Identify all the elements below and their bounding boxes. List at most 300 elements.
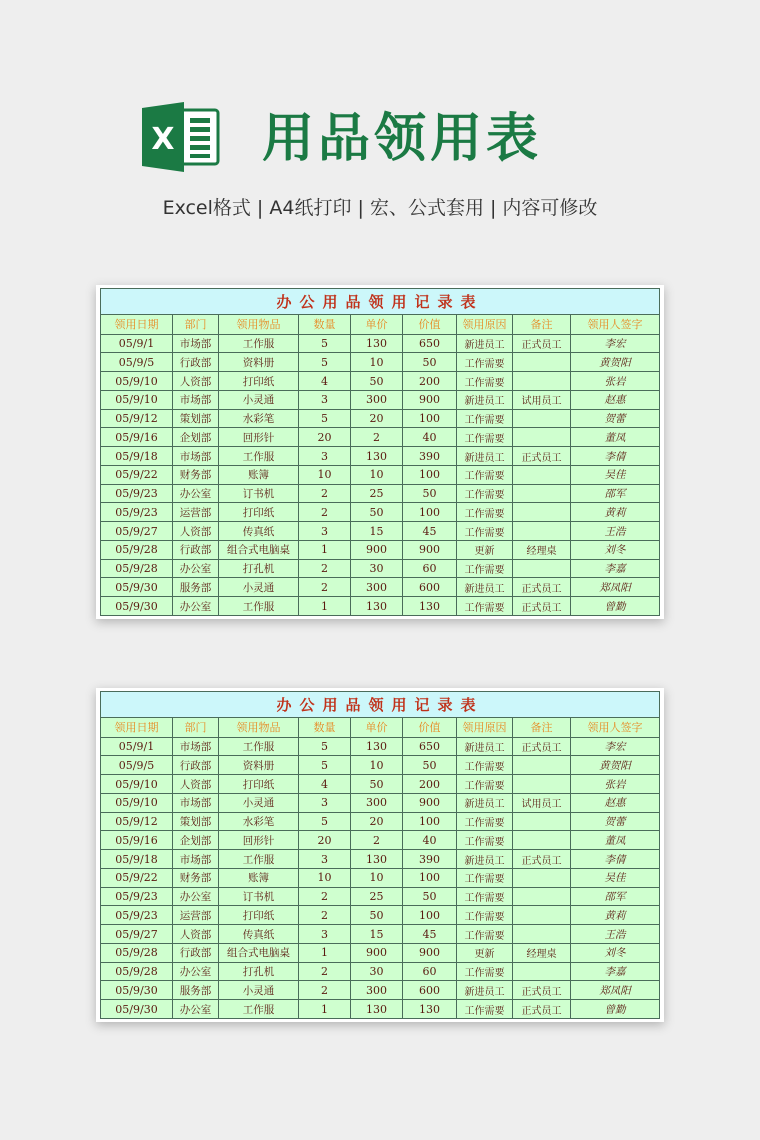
table-row	[101, 540, 660, 559]
table-row	[101, 737, 660, 756]
table-cell-note	[513, 906, 571, 925]
table-cell-signer: 黄贺阳	[571, 353, 660, 372]
table-cell-qty: 5	[299, 812, 351, 831]
table-cell-date: 05/9/28	[101, 962, 173, 981]
table-row	[101, 887, 660, 906]
column-header: 部门	[173, 717, 219, 737]
table-row	[101, 522, 660, 541]
table-row	[101, 390, 660, 409]
table-cell-price: 15	[351, 522, 403, 541]
table-cell-note	[513, 868, 571, 887]
table-row	[101, 1000, 660, 1019]
table-cell-signer: 邵军	[571, 484, 660, 503]
table-cell-dept: 企划部	[173, 428, 219, 447]
table-cell-dept: 办公室	[173, 484, 219, 503]
table-cell-reason: 工作需要	[457, 812, 513, 831]
column-header: 价值	[403, 717, 457, 737]
column-header: 领用原因	[457, 314, 513, 334]
table-cell-qty: 1	[299, 1000, 351, 1019]
table-cell-item: 组合式电脑桌	[219, 943, 299, 962]
table-cell-reason: 工作需要	[457, 868, 513, 887]
table-cell-item: 水彩笔	[219, 409, 299, 428]
column-header: 单价	[351, 314, 403, 334]
table-cell-item: 小灵通	[219, 793, 299, 812]
table-cell-value: 100	[403, 465, 457, 484]
table-cell-qty: 2	[299, 887, 351, 906]
table-cell-dept: 人资部	[173, 522, 219, 541]
table-row	[101, 484, 660, 503]
table-cell-item: 小灵通	[219, 578, 299, 597]
table-cell-signer: 张岩	[571, 372, 660, 391]
column-header: 数量	[299, 314, 351, 334]
table-cell-date: 05/9/22	[101, 465, 173, 484]
table-cell-dept: 办公室	[173, 1000, 219, 1019]
table-cell-value: 100	[403, 906, 457, 925]
table-cell-date: 05/9/1	[101, 334, 173, 353]
table-cell-date: 05/9/28	[101, 559, 173, 578]
table-cell-signer: 李宏	[571, 737, 660, 756]
table-cell-dept: 市场部	[173, 334, 219, 353]
table-cell-dept: 市场部	[173, 390, 219, 409]
table-cell-signer: 李倩	[571, 850, 660, 869]
table-row	[101, 578, 660, 597]
table-cell-item: 订书机	[219, 887, 299, 906]
table-cell-qty: 5	[299, 756, 351, 775]
table-cell-value: 200	[403, 775, 457, 794]
table-cell-note	[513, 484, 571, 503]
table-cell-signer: 赵惠	[571, 793, 660, 812]
table-cell-signer: 吴佳	[571, 465, 660, 484]
table-cell-date: 05/9/28	[101, 943, 173, 962]
table-title: 办公用品领用记录表	[101, 692, 660, 718]
table-cell-note	[513, 372, 571, 391]
table-cell-note: 正式员工	[513, 334, 571, 353]
table-cell-item: 打印纸	[219, 372, 299, 391]
table-cell-signer: 赵惠	[571, 390, 660, 409]
table-cell-date: 05/9/1	[101, 737, 173, 756]
table-cell-date: 05/9/18	[101, 447, 173, 466]
table-cell-note	[513, 887, 571, 906]
table-cell-date: 05/9/16	[101, 428, 173, 447]
excel-logo-icon	[142, 102, 220, 172]
table-cell-note	[513, 962, 571, 981]
table-cell-note	[513, 522, 571, 541]
table-cell-price: 130	[351, 597, 403, 616]
table-cell-signer: 曾勤	[571, 1000, 660, 1019]
table-cell-date: 05/9/10	[101, 793, 173, 812]
table-cell-qty: 1	[299, 943, 351, 962]
table-cell-date: 05/9/16	[101, 831, 173, 850]
table-cell-value: 50	[403, 353, 457, 372]
table-cell-dept: 人资部	[173, 372, 219, 391]
table-cell-value: 600	[403, 578, 457, 597]
table-cell-dept: 策划部	[173, 409, 219, 428]
table-cell-signer: 邵军	[571, 887, 660, 906]
table-cell-signer: 刘冬	[571, 943, 660, 962]
table-cell-note: 经理桌	[513, 540, 571, 559]
table-cell-reason: 新进员工	[457, 981, 513, 1000]
table-cell-dept: 运营部	[173, 503, 219, 522]
table-cell-reason: 工作需要	[457, 559, 513, 578]
table-cell-price: 10	[351, 465, 403, 484]
table-cell-note: 正式员工	[513, 447, 571, 466]
table-cell-qty: 2	[299, 981, 351, 1000]
table-cell-reason: 更新	[457, 943, 513, 962]
table-cell-item: 工作服	[219, 1000, 299, 1019]
table-cell-item: 工作服	[219, 850, 299, 869]
table-cell-price: 300	[351, 578, 403, 597]
table-cell-qty: 20	[299, 428, 351, 447]
table-cell-value: 50	[403, 756, 457, 775]
table-cell-reason: 工作需要	[457, 353, 513, 372]
column-header: 备注	[513, 717, 571, 737]
table-cell-price: 50	[351, 372, 403, 391]
table-cell-item: 小灵通	[219, 981, 299, 1000]
record-table	[100, 691, 660, 1019]
column-header: 领用日期	[101, 717, 173, 737]
column-header: 部门	[173, 314, 219, 334]
table-cell-value: 40	[403, 428, 457, 447]
table-cell-price: 10	[351, 756, 403, 775]
table-cell-dept: 市场部	[173, 737, 219, 756]
table-cell-price: 130	[351, 737, 403, 756]
table-cell-dept: 市场部	[173, 850, 219, 869]
table-cell-qty: 10	[299, 465, 351, 484]
table-cell-note: 试用员工	[513, 390, 571, 409]
table-cell-reason: 新进员工	[457, 737, 513, 756]
table-cell-signer: 贺蕾	[571, 812, 660, 831]
column-header: 领用人签字	[571, 717, 660, 737]
table-cell-qty: 5	[299, 334, 351, 353]
table-cell-reason: 工作需要	[457, 831, 513, 850]
table-cell-price: 2	[351, 831, 403, 850]
table-cell-note: 正式员工	[513, 850, 571, 869]
table-row	[101, 447, 660, 466]
table-cell-date: 05/9/10	[101, 775, 173, 794]
table-cell-note: 正式员工	[513, 1000, 571, 1019]
table-cell-item: 工作服	[219, 334, 299, 353]
table-cell-note	[513, 831, 571, 850]
table-row	[101, 428, 660, 447]
page-subtitle: Excel格式 | A4纸打印 | 宏、公式套用 | 内容可修改	[162, 197, 598, 219]
table-cell-item: 小灵通	[219, 390, 299, 409]
table-title-row	[101, 289, 660, 315]
table-cell-signer: 黄贺阳	[571, 756, 660, 775]
table-cell-reason: 新进员工	[457, 578, 513, 597]
table-cell-signer: 王浩	[571, 925, 660, 944]
table-cell-qty: 2	[299, 559, 351, 578]
table-cell-qty: 5	[299, 737, 351, 756]
table-cell-signer: 李嘉	[571, 559, 660, 578]
table-row	[101, 943, 660, 962]
table-cell-note	[513, 925, 571, 944]
table-row	[101, 597, 660, 616]
table-row	[101, 868, 660, 887]
table-cell-value: 130	[403, 597, 457, 616]
table-cell-date: 05/9/18	[101, 850, 173, 869]
record-table	[100, 288, 660, 616]
table-cell-value: 650	[403, 334, 457, 353]
table-cell-note	[513, 503, 571, 522]
logo-letter: X	[151, 122, 175, 157]
table-cell-reason: 工作需要	[457, 906, 513, 925]
table-cell-item: 组合式电脑桌	[219, 540, 299, 559]
table-cell-price: 20	[351, 409, 403, 428]
table-cell-date: 05/9/27	[101, 522, 173, 541]
table-cell-dept: 办公室	[173, 597, 219, 616]
table-cell-reason: 新进员工	[457, 334, 513, 353]
table-cell-reason: 工作需要	[457, 775, 513, 794]
table-title: 办公用品领用记录表	[101, 289, 660, 315]
table-cell-reason: 工作需要	[457, 522, 513, 541]
table-cell-reason: 工作需要	[457, 484, 513, 503]
table-cell-note: 正式员工	[513, 597, 571, 616]
table-cell-qty: 3	[299, 925, 351, 944]
table-cell-item: 打印纸	[219, 906, 299, 925]
table-cell-dept: 市场部	[173, 793, 219, 812]
table-cell-dept: 财务部	[173, 465, 219, 484]
column-header: 单价	[351, 717, 403, 737]
table-cell-date: 05/9/27	[101, 925, 173, 944]
table-cell-date: 05/9/23	[101, 887, 173, 906]
table-header-row	[101, 314, 660, 334]
table-row	[101, 775, 660, 794]
table-cell-signer: 王浩	[571, 522, 660, 541]
table-cell-dept: 行政部	[173, 353, 219, 372]
table-cell-reason: 工作需要	[457, 503, 513, 522]
table-cell-signer: 郑凤阳	[571, 981, 660, 1000]
table-cell-value: 600	[403, 981, 457, 1000]
table-cell-signer: 吴佳	[571, 868, 660, 887]
table-row	[101, 850, 660, 869]
table-cell-price: 10	[351, 868, 403, 887]
table-cell-dept: 策划部	[173, 812, 219, 831]
table-cell-item: 回形针	[219, 831, 299, 850]
table-row	[101, 334, 660, 353]
table-cell-price: 300	[351, 793, 403, 812]
table-cell-reason: 工作需要	[457, 409, 513, 428]
table-cell-dept: 行政部	[173, 540, 219, 559]
table-cell-reason: 新进员工	[457, 850, 513, 869]
table-cell-value: 50	[403, 887, 457, 906]
table-cell-price: 50	[351, 906, 403, 925]
table-row	[101, 409, 660, 428]
table-cell-date: 05/9/23	[101, 503, 173, 522]
table-cell-value: 50	[403, 484, 457, 503]
table-row	[101, 962, 660, 981]
column-header: 数量	[299, 717, 351, 737]
table-cell-qty: 1	[299, 597, 351, 616]
table-cell-value: 60	[403, 559, 457, 578]
table-cell-reason: 工作需要	[457, 925, 513, 944]
table-cell-value: 650	[403, 737, 457, 756]
table-cell-reason: 工作需要	[457, 428, 513, 447]
table-cell-price: 50	[351, 775, 403, 794]
column-header: 备注	[513, 314, 571, 334]
table-cell-value: 390	[403, 850, 457, 869]
table-cell-date: 05/9/12	[101, 812, 173, 831]
table-cell-note: 试用员工	[513, 793, 571, 812]
table-row	[101, 559, 660, 578]
table-cell-qty: 5	[299, 353, 351, 372]
table-cell-value: 100	[403, 503, 457, 522]
table-cell-item: 打印纸	[219, 775, 299, 794]
table-cell-signer: 张岩	[571, 775, 660, 794]
table-cell-item: 账簿	[219, 465, 299, 484]
table-cell-dept: 办公室	[173, 887, 219, 906]
table-cell-qty: 3	[299, 522, 351, 541]
table-cell-value: 900	[403, 943, 457, 962]
table-cell-note: 经理桌	[513, 943, 571, 962]
table-cell-price: 900	[351, 943, 403, 962]
table-cell-item: 水彩笔	[219, 812, 299, 831]
table-cell-price: 10	[351, 353, 403, 372]
table-row	[101, 465, 660, 484]
table-cell-date: 05/9/28	[101, 540, 173, 559]
table-cell-reason: 新进员工	[457, 390, 513, 409]
table-cell-date: 05/9/30	[101, 1000, 173, 1019]
table-cell-price: 15	[351, 925, 403, 944]
table-cell-reason: 工作需要	[457, 1000, 513, 1019]
table-cell-value: 100	[403, 812, 457, 831]
table-cell-date: 05/9/30	[101, 578, 173, 597]
table-cell-reason: 新进员工	[457, 793, 513, 812]
table-cell-signer: 黄莉	[571, 906, 660, 925]
table-cell-note	[513, 409, 571, 428]
table-cell-reason: 更新	[457, 540, 513, 559]
table-cell-note	[513, 428, 571, 447]
table-cell-price: 130	[351, 1000, 403, 1019]
table-header-row	[101, 717, 660, 737]
table-cell-qty: 5	[299, 409, 351, 428]
table-cell-qty: 2	[299, 578, 351, 597]
table-cell-signer: 李宏	[571, 334, 660, 353]
table-cell-item: 订书机	[219, 484, 299, 503]
table-cell-dept: 企划部	[173, 831, 219, 850]
table-cell-signer: 郑凤阳	[571, 578, 660, 597]
table-cell-value: 45	[403, 925, 457, 944]
table-cell-item: 工作服	[219, 597, 299, 616]
table-cell-date: 05/9/30	[101, 981, 173, 1000]
table-cell-dept: 人资部	[173, 775, 219, 794]
table-row	[101, 793, 660, 812]
table-cell-dept: 人资部	[173, 925, 219, 944]
table-cell-value: 200	[403, 372, 457, 391]
table-row	[101, 503, 660, 522]
table-cell-date: 05/9/22	[101, 868, 173, 887]
table-cell-signer: 曾勤	[571, 597, 660, 616]
table-cell-date: 05/9/12	[101, 409, 173, 428]
table-cell-dept: 行政部	[173, 756, 219, 775]
table-row	[101, 812, 660, 831]
table-cell-reason: 工作需要	[457, 597, 513, 616]
table-cell-signer: 李嘉	[571, 962, 660, 981]
table-cell-signer: 贺蕾	[571, 409, 660, 428]
table-cell-note	[513, 559, 571, 578]
table-cell-date: 05/9/30	[101, 597, 173, 616]
table-row	[101, 981, 660, 1000]
table-cell-qty: 3	[299, 793, 351, 812]
table-cell-price: 30	[351, 962, 403, 981]
table-cell-date: 05/9/23	[101, 906, 173, 925]
table-cell-reason: 工作需要	[457, 887, 513, 906]
table-cell-dept: 财务部	[173, 868, 219, 887]
table-cell-dept: 办公室	[173, 962, 219, 981]
table-cell-signer: 黄莉	[571, 503, 660, 522]
table-cell-qty: 20	[299, 831, 351, 850]
table-cell-date: 05/9/10	[101, 372, 173, 391]
table-cell-signer: 刘冬	[571, 540, 660, 559]
table-cell-item: 打孔机	[219, 559, 299, 578]
column-header: 领用物品	[219, 717, 299, 737]
column-header: 价值	[403, 314, 457, 334]
table-row	[101, 831, 660, 850]
table-title-row	[101, 692, 660, 718]
table-row	[101, 756, 660, 775]
table-cell-value: 130	[403, 1000, 457, 1019]
table-cell-note: 正式员工	[513, 578, 571, 597]
table-cell-item: 工作服	[219, 447, 299, 466]
table-cell-dept: 运营部	[173, 906, 219, 925]
table-cell-item: 资料册	[219, 353, 299, 372]
table-cell-item: 传真纸	[219, 925, 299, 944]
table-cell-item: 账簿	[219, 868, 299, 887]
table-cell-item: 打印纸	[219, 503, 299, 522]
page-title: 用品领用表	[262, 109, 543, 169]
table-cell-price: 2	[351, 428, 403, 447]
table-cell-item: 工作服	[219, 737, 299, 756]
table-cell-qty: 1	[299, 540, 351, 559]
table-cell-qty: 4	[299, 372, 351, 391]
table-cell-dept: 行政部	[173, 943, 219, 962]
table-cell-price: 300	[351, 390, 403, 409]
table-cell-price: 900	[351, 540, 403, 559]
table-cell-value: 100	[403, 409, 457, 428]
table-cell-date: 05/9/5	[101, 756, 173, 775]
table-cell-qty: 3	[299, 850, 351, 869]
column-header: 领用人签字	[571, 314, 660, 334]
table-cell-note	[513, 465, 571, 484]
table-cell-qty: 2	[299, 906, 351, 925]
table-cell-value: 100	[403, 868, 457, 887]
table-cell-price: 300	[351, 981, 403, 1000]
table-cell-note	[513, 775, 571, 794]
table-cell-signer: 李倩	[571, 447, 660, 466]
table-cell-date: 05/9/10	[101, 390, 173, 409]
table-cell-dept: 服务部	[173, 981, 219, 1000]
table-cell-price: 130	[351, 334, 403, 353]
table-cell-note	[513, 812, 571, 831]
table-cell-note: 正式员工	[513, 737, 571, 756]
table-cell-note	[513, 353, 571, 372]
table-row	[101, 925, 660, 944]
table-cell-reason: 新进员工	[457, 447, 513, 466]
table-cell-qty: 10	[299, 868, 351, 887]
table-cell-price: 130	[351, 447, 403, 466]
table-cell-signer: 董凤	[571, 831, 660, 850]
table-cell-price: 30	[351, 559, 403, 578]
table-cell-date: 05/9/23	[101, 484, 173, 503]
table-cell-date: 05/9/5	[101, 353, 173, 372]
table-cell-qty: 2	[299, 484, 351, 503]
table-cell-value: 390	[403, 447, 457, 466]
table-cell-qty: 2	[299, 962, 351, 981]
table-cell-value: 900	[403, 390, 457, 409]
table-cell-qty: 2	[299, 503, 351, 522]
table-cell-price: 20	[351, 812, 403, 831]
table-row	[101, 906, 660, 925]
table-cell-note: 正式员工	[513, 981, 571, 1000]
